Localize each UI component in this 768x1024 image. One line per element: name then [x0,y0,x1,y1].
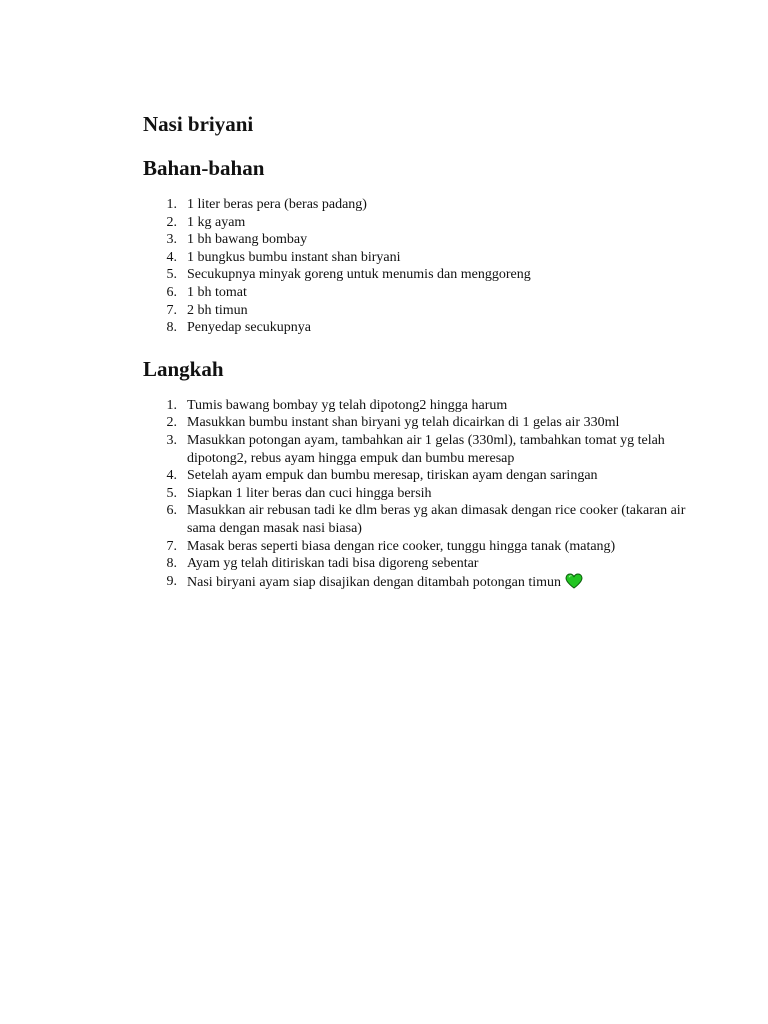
list-item-number: 5. [166,485,177,501]
ingredient-item [143,231,703,249]
ingredients-list [143,196,703,337]
list-item-number: 1. [166,397,177,413]
list-item-number: 5. [166,267,177,283]
list-item-number: 1. [166,197,177,212]
list-item-text: Masak beras seperti biasa dengan rice cooker, tunggu hingga tanak (matang) [187,538,616,554]
list-item-number: 9. [166,573,177,589]
step-item [143,397,703,415]
list-item-number: 8. [166,556,177,572]
ingredient-item [143,249,703,267]
list-item-number: 4. [166,249,177,265]
ingredient-item [143,302,703,320]
ingredient-item [143,214,703,232]
list-item-number: 8. [166,320,177,336]
list-item-number: 6. [166,503,177,519]
list-item-number: 3. [166,232,177,248]
list-item-text: Setelah ayam empuk dan bumbu meresap, tiriskan ayam dengan saringan [187,468,598,484]
list-item-text: Secukupnya minyak goreng untuk menumis dan menggoreng [187,267,531,283]
ingredient-item [143,196,703,214]
list-item-text: 1 bh bawang bombay [187,232,308,248]
step-item [143,467,703,485]
recipe-title: Nasi briyani [143,112,254,136]
ingredient-item [143,319,703,337]
ingredient-item [143,266,703,284]
list-item-number: 3. [166,432,177,448]
document-content [143,110,703,594]
list-item-text: 1 bungkus bumbu instant shan biryani [187,249,401,265]
list-item-number: 4. [166,468,177,484]
green-heart-icon [565,573,583,595]
step-item [143,555,703,573]
list-item-text: 1 liter beras pera (beras padang) [187,197,367,212]
list-item-text: 1 bh tomat [187,284,247,300]
steps-list [143,397,703,595]
list-item-number: 2. [166,415,177,431]
ingredient-item [143,284,703,302]
list-item-number: 2. [166,214,177,230]
step-item [143,538,703,556]
list-item-number: 7. [166,538,177,554]
list-item-text: Ayam yg telah ditiriskan tadi bisa digoreng sebentar [187,556,479,572]
list-item-text: 2 bh timun [187,302,248,318]
list-item-text: Masukkan air rebusan tadi ke dlm beras yg akan dimasak dengan rice cooker (takaran air sama dengan masak nasi biasa) [187,503,686,536]
step-item [143,573,703,595]
list-item-text: Penyedap secukupnya [187,320,312,336]
step-item [143,432,703,467]
list-item-text: Siapkan 1 liter beras dan cuci hingga bersih [187,485,432,501]
list-item-number: 7. [166,302,177,318]
step-item [143,485,703,503]
ingredients-heading: Bahan-bahan [143,156,265,180]
list-item-text: Masukkan bumbu instant shan biryani yg telah dicairkan di 1 gelas air 330ml [187,415,620,431]
list-item-text: Nasi biryani ayam siap disajikan dengan ditambah potongan timun [187,574,562,590]
list-item-text: Masukkan potongan ayam, tambahkan air 1 gelas (330ml), tambahkan tomat yg telah dipotong2, rebus ayam hingga empuk dan bumbu meresap [187,432,665,466]
step-item [143,502,703,537]
list-item-text: 1 kg ayam [187,214,246,230]
list-item-text: Tumis bawang bombay yg telah dipotong2 hingga harum [187,397,508,413]
list-item-number: 6. [166,284,177,300]
step-item [143,414,703,432]
steps-heading: Langkah [143,356,224,381]
